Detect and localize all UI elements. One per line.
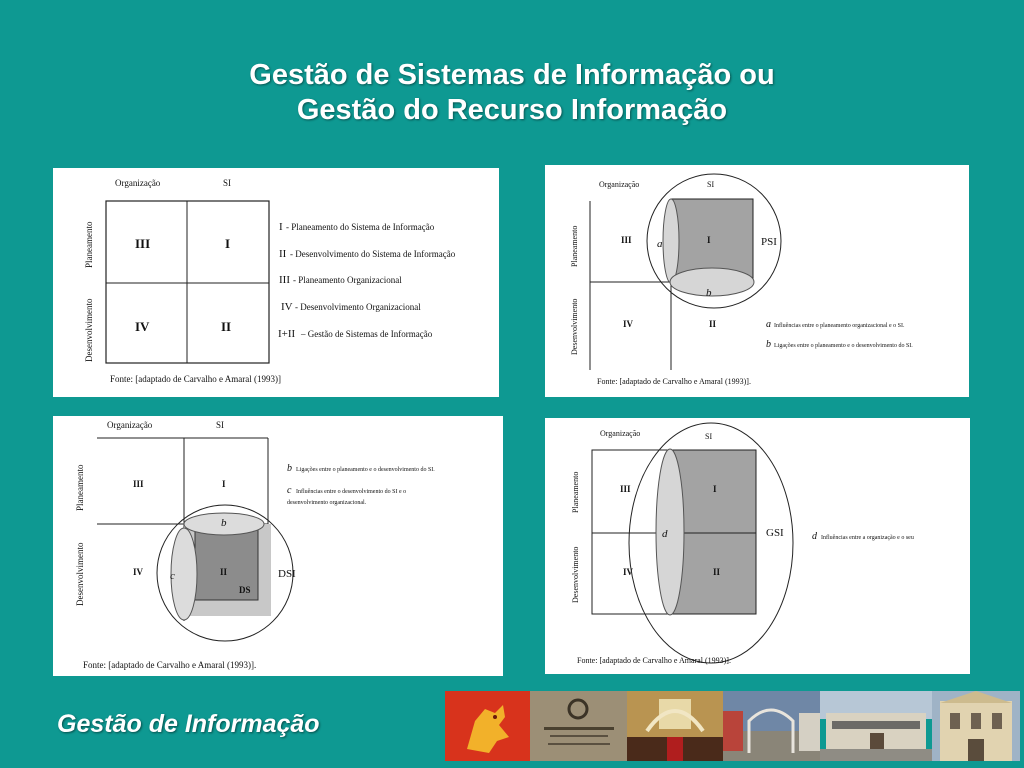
church-aisle: [667, 737, 683, 761]
influence-ellipse-b: [670, 268, 754, 296]
right-building: [799, 713, 820, 751]
legend-1-text: - Planeamento Organizacional: [293, 275, 402, 285]
diagram-panel-2: [545, 165, 969, 397]
quadrant-label-i: I: [225, 236, 231, 251]
label-organizacao: Organização: [107, 420, 153, 430]
source-note: Fonte: [adaptado de Carvalho e Amaral (1993)]: [110, 374, 281, 384]
label-c: c: [170, 570, 175, 582]
label-si: SI: [216, 420, 225, 430]
source-note: Fonte: [adaptado de Carvalho e Amaral (1993)].: [577, 656, 731, 665]
label-ds: DS: [239, 585, 251, 595]
legend-1-item-2: [279, 248, 456, 260]
palace-window: [971, 713, 981, 729]
quadrant-label-iv: IV: [133, 567, 144, 577]
coat-of-arms-image: [445, 691, 530, 761]
footer-title: Gestão de Informação: [57, 710, 320, 738]
diagram-4: [545, 418, 970, 674]
title-line-2: Gestão do Recurso Informação: [296, 94, 728, 126]
quadrant-label-iv: IV: [135, 319, 150, 334]
quadrant-label-iv: IV: [623, 319, 634, 329]
label-planeamento: Planeamento: [571, 471, 580, 513]
building-door: [870, 733, 884, 749]
legend-1-num: IV: [281, 301, 293, 313]
quadrant-label-ii: II: [220, 567, 228, 577]
diagram-1: [53, 168, 499, 397]
label-desenvolvimento: Desenvolvimento: [570, 298, 579, 355]
label-dsi: DSI: [278, 568, 296, 580]
legend-3-b-letter: b: [287, 463, 292, 474]
street-arch-image: [723, 691, 820, 761]
label-organizacao: Organização: [115, 178, 161, 188]
legend-1-item-3: [279, 274, 402, 286]
left-building: [723, 711, 743, 751]
palace-window: [992, 713, 1002, 729]
legend-1-text: - Desenvolvimento do Sistema de Informação: [290, 249, 456, 259]
legend-1-num: I: [279, 221, 283, 233]
building-windows: [832, 721, 920, 729]
diagram-panel-1: [53, 168, 499, 397]
legend-2-b-letter: b: [766, 339, 771, 350]
quadrant-label-i: I: [713, 484, 717, 494]
plaque-text-line: [550, 735, 608, 737]
legend-1-num: I+II: [278, 328, 296, 340]
influence-ellipse-a: [663, 199, 679, 283]
legend-2-b-text: Ligações entre o planeamento e o desenvolvimento do SI.: [774, 343, 913, 349]
legend-4-d-letter: d: [812, 531, 817, 542]
diagram-panel-3: [53, 416, 503, 676]
quadrant-label-ii: II: [709, 319, 717, 329]
legend-2-a-letter: a: [766, 319, 771, 330]
quadrant-label-iv: IV: [623, 567, 634, 577]
legend-1-text: – Gestão de Sistemas de Informação: [301, 329, 433, 339]
legend-3-c-letter: c: [287, 485, 292, 496]
legend-1-text: - Desenvolvimento Organizacional: [295, 302, 421, 312]
legend-3-c-text-1: Influências entre o desenvolvimento do SI e o: [296, 489, 407, 495]
quadrant-label-ii: II: [713, 567, 721, 577]
label-planeamento: Planeamento: [570, 225, 579, 267]
label-desenvolvimento: Desenvolvimento: [75, 542, 85, 606]
title-line-1: Gestão de Sistemas de Informação ou: [249, 59, 775, 91]
quadrant-label-iii: III: [620, 484, 631, 494]
label-si: SI: [223, 178, 232, 188]
source-note: Fonte: [adaptado de Carvalho e Amaral (1993)].: [83, 660, 257, 670]
palace-window: [950, 713, 960, 729]
legend-1-num: II: [279, 248, 287, 260]
label-desenvolvimento: Desenvolvimento: [84, 298, 94, 362]
legend-1-item-1: [279, 221, 435, 233]
label-a: a: [657, 238, 663, 250]
photo-strip: [445, 691, 1020, 761]
diagram-3: [53, 416, 503, 676]
label-desenvolvimento: Desenvolvimento: [571, 546, 580, 603]
quadrant-label-iii: III: [621, 235, 632, 245]
legend-2-a-text: Influências entre o planeamento organizacional e o SI.: [774, 323, 905, 329]
label-organizacao: Organização: [599, 180, 640, 189]
legend-1-item-4: [281, 301, 421, 313]
label-d: d: [662, 528, 668, 540]
diagram-2: [545, 165, 969, 397]
legend-1-num: III: [279, 274, 290, 286]
label-b: b: [706, 287, 712, 299]
label-organizacao: Organização: [600, 429, 641, 438]
influence-ellipse-d: [656, 449, 684, 615]
plaque-text-line: [544, 727, 614, 730]
coat-of-arms-eye: [493, 715, 497, 719]
quadrant-label-iii: III: [135, 236, 151, 251]
palace-door: [968, 739, 984, 761]
label-planeamento: Planeamento: [75, 464, 85, 511]
church-interior-image: [627, 691, 723, 761]
quadrant-label-i: I: [222, 479, 226, 489]
quadrant-label-ii: II: [221, 319, 232, 334]
slide-title: [0, 58, 1024, 128]
legend-1-text: - Planeamento do Sistema de Informação: [286, 222, 435, 232]
label-si: SI: [705, 432, 713, 441]
legend-4-d-text: Influências entre a organização e o seu: [821, 535, 914, 541]
influence-ellipse-c: [171, 528, 197, 620]
building-image: [820, 691, 932, 761]
label-si: SI: [707, 180, 715, 189]
plaque-text-line: [548, 743, 610, 745]
label-planeamento: Planeamento: [84, 221, 94, 268]
palace-facade-image: [932, 691, 1020, 761]
diagram-panel-4: [545, 418, 970, 674]
label-gsi: GSI: [766, 527, 784, 539]
source-note: Fonte: [adaptado de Carvalho e Amaral (1993)].: [597, 377, 751, 386]
legend-1-item-5: [278, 328, 433, 340]
label-b: b: [221, 517, 227, 529]
stone-plaque-image: [530, 691, 627, 761]
legend-3-b-text: Ligações entre o planeamento e o desenvolvimento do SI.: [296, 467, 435, 473]
ground: [820, 749, 932, 761]
quadrant-label-i: I: [707, 235, 711, 245]
label-psi: PSI: [761, 236, 777, 248]
legend-3-c-text-2: desenvolvimento organizacional.: [287, 500, 367, 506]
quadrant-label-iii: III: [133, 479, 144, 489]
